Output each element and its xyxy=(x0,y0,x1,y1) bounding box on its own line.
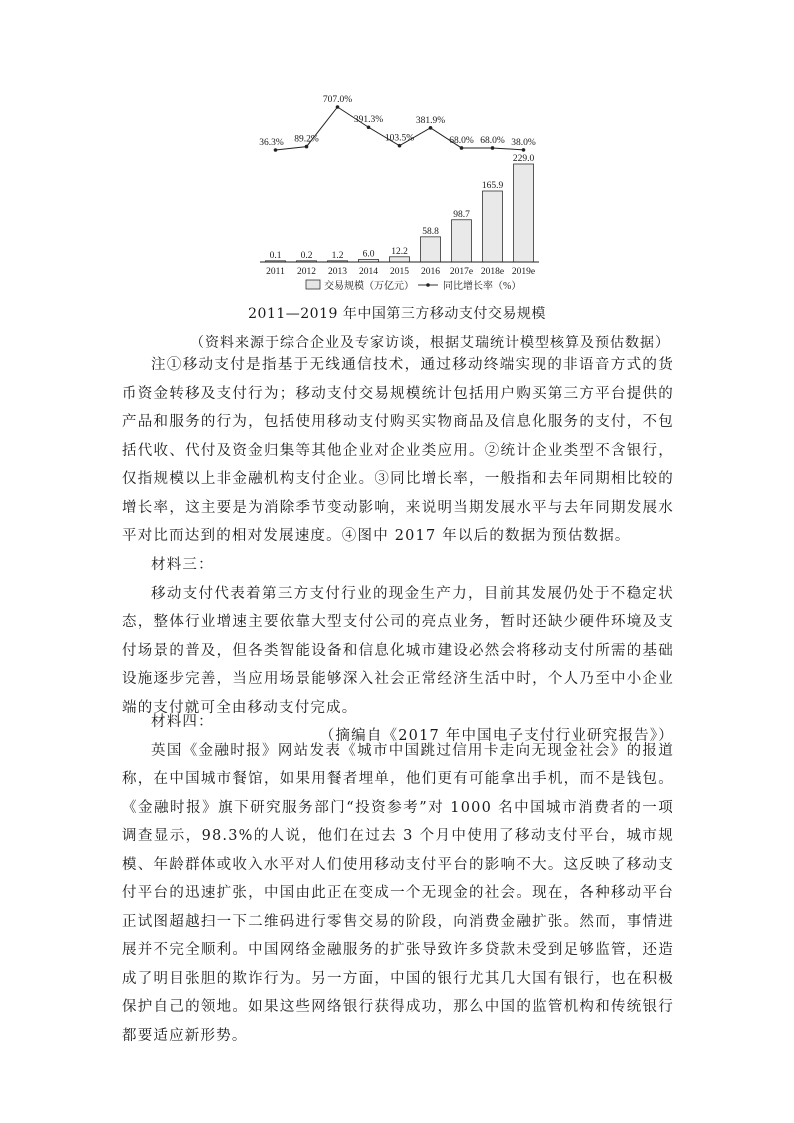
x-tick-label: 2016 xyxy=(421,267,440,277)
legend-line-label: 同比增长率（%） xyxy=(443,281,522,292)
growth-rate-point xyxy=(429,126,433,130)
growth-rate-label: 707.0% xyxy=(322,95,353,105)
growth-rate-label: 36.3% xyxy=(259,138,284,148)
growth-rate-point xyxy=(522,148,526,152)
growth-rate-label: 103.5% xyxy=(384,133,415,144)
x-tick-label: 2018e xyxy=(480,267,505,277)
legend-line-marker xyxy=(426,283,430,287)
growth-rate-label: 68.0% xyxy=(480,135,505,146)
x-tick-label: 2017e xyxy=(449,267,474,277)
bar-2015 xyxy=(390,257,410,262)
note-section xyxy=(122,351,674,551)
growth-rate-point xyxy=(274,148,278,152)
figure-caption: 2011—2019 年中国第三方移动支付交易规模 xyxy=(248,306,546,322)
growth-rate-point xyxy=(491,146,495,150)
growth-rate-point xyxy=(367,125,371,129)
bar-value-label: 0.1 xyxy=(269,250,282,261)
growth-rate-series xyxy=(259,95,536,152)
note-paragraph: 注①移动支付是指基于无线通信技术，通过移动终端实现的非语音方式的货币资金转移及支付行为；移动支付交易规模统计包括用户购买第三方平台提供的产品和服务的行为，包括使用移动支付购买实物商品及信息化服务的支付，不包括代收、代付及资金归集等其他企业对企业类应用。②统计企业类型不含银行，仅指规模以上非金融机构支付企业。③同比增长率，一般指和去年同期相比较的增长率，这主要是为消除季节变动影响，来说明当期发展水平与去年同期发展水平对比而达到的相对发展速度。④图中 2017 年以后的数据为预估数据。 xyxy=(122,357,674,544)
bar-2018e xyxy=(483,191,503,262)
bar-value-label: 98.7 xyxy=(453,209,470,220)
x-tick-label: 2015 xyxy=(390,267,409,277)
material-three-body: 移动支付代表着第三方支付行业的现金生产力，目前其发展仍处于不稳定状态，整体行业增速主要依靠大型支付公司的亮点业务，暂时还缺少硬件环境及支付场景的普及，但各类智能设备和信息化城市建设必然会将移动支付所需的基础设施逐步完善，当应用场景能够深入社会正常经济生活中时，个人乃至中小企业端的支付就可全由移动支付完成。 xyxy=(122,585,674,716)
growth-rate-label: 391.3% xyxy=(353,115,384,126)
growth-rate-point xyxy=(336,105,340,109)
material-four-heading: 材料四： xyxy=(151,714,214,730)
material-three-heading: 材料三： xyxy=(151,557,214,573)
material-three-source: （摘编自《2017 年中国电子支付行业研究报告》） xyxy=(319,728,674,744)
transaction-scale-series xyxy=(266,154,535,262)
growth-rate-point xyxy=(305,145,309,149)
growth-rate-point xyxy=(398,144,402,148)
legend-bar-swatch xyxy=(306,280,320,289)
bar-value-label: 12.2 xyxy=(391,246,408,257)
bar-value-label: 6.0 xyxy=(362,249,375,260)
x-tick-label: 2011 xyxy=(266,267,285,277)
growth-rate-label: 68.0% xyxy=(449,135,474,146)
bar-value-label: 165.9 xyxy=(481,181,504,192)
bar-value-label: 229.0 xyxy=(512,154,535,164)
x-axis xyxy=(260,262,539,277)
figure-source: （资料来源于综合企业及专家访谈，根据艾瑞统计模型核算及预估数据） xyxy=(190,335,670,351)
bar-2017e xyxy=(452,220,472,262)
x-tick-label: 2014 xyxy=(359,267,378,277)
x-tick-label: 2019e xyxy=(511,267,536,277)
payment-scale-chart xyxy=(240,90,560,300)
bar-2016 xyxy=(421,237,441,262)
legend-bar-label: 交易规模（万亿元） xyxy=(324,281,414,292)
x-tick-label: 2013 xyxy=(328,267,347,277)
growth-rate-label: 381.9% xyxy=(415,115,446,126)
chart-legend xyxy=(306,279,521,292)
bar-2019e xyxy=(514,164,534,262)
x-tick-label: 2012 xyxy=(297,267,316,277)
growth-rate-label: 89.2% xyxy=(294,134,319,145)
bar-value-label: 1.2 xyxy=(331,250,344,261)
material-four-body: 英国《金融时报》网站发表《城市中国跳过信用卡走向无现金社会》的报道称，在中国城市餐馆，如果用餐者埋单，他们更有可能拿出手机，而不是钱包。《金融时报》旗下研究服务部门“投资参考”对 1000 名中国城市消费者的一项调查显示，98.3%的人说，他们在过去 3 个月中使用了移动支付平台，城市规模、年龄群体或收入水平对人们使用移动支付平台的影响不大。这反映了移动支付平台的迅速扩张，中国由此正在变成一个无现金的社会。现在，各种移动平台正试图超越扫一下二维码进行零售交易的阶段，向消费金融扩张。然而，事情进展并不完全顺利。中国网络金融服务的扩张导致许多贷款未受到足够监管，还造成了明目张胆的欺诈行为。另一方面，中国的银行尤其几大国有银行，也在积极保护自己的领地。如果这些网络银行获得成功，那么中国的监管机构和传统银行都要适应新形势。 xyxy=(122,742,674,1044)
bar-value-label: 58.8 xyxy=(422,226,439,237)
material-four-section xyxy=(122,708,674,1050)
bar-value-label: 0.2 xyxy=(300,250,313,261)
growth-rate-label: 38.0% xyxy=(511,137,536,148)
growth-rate-point xyxy=(460,146,464,150)
